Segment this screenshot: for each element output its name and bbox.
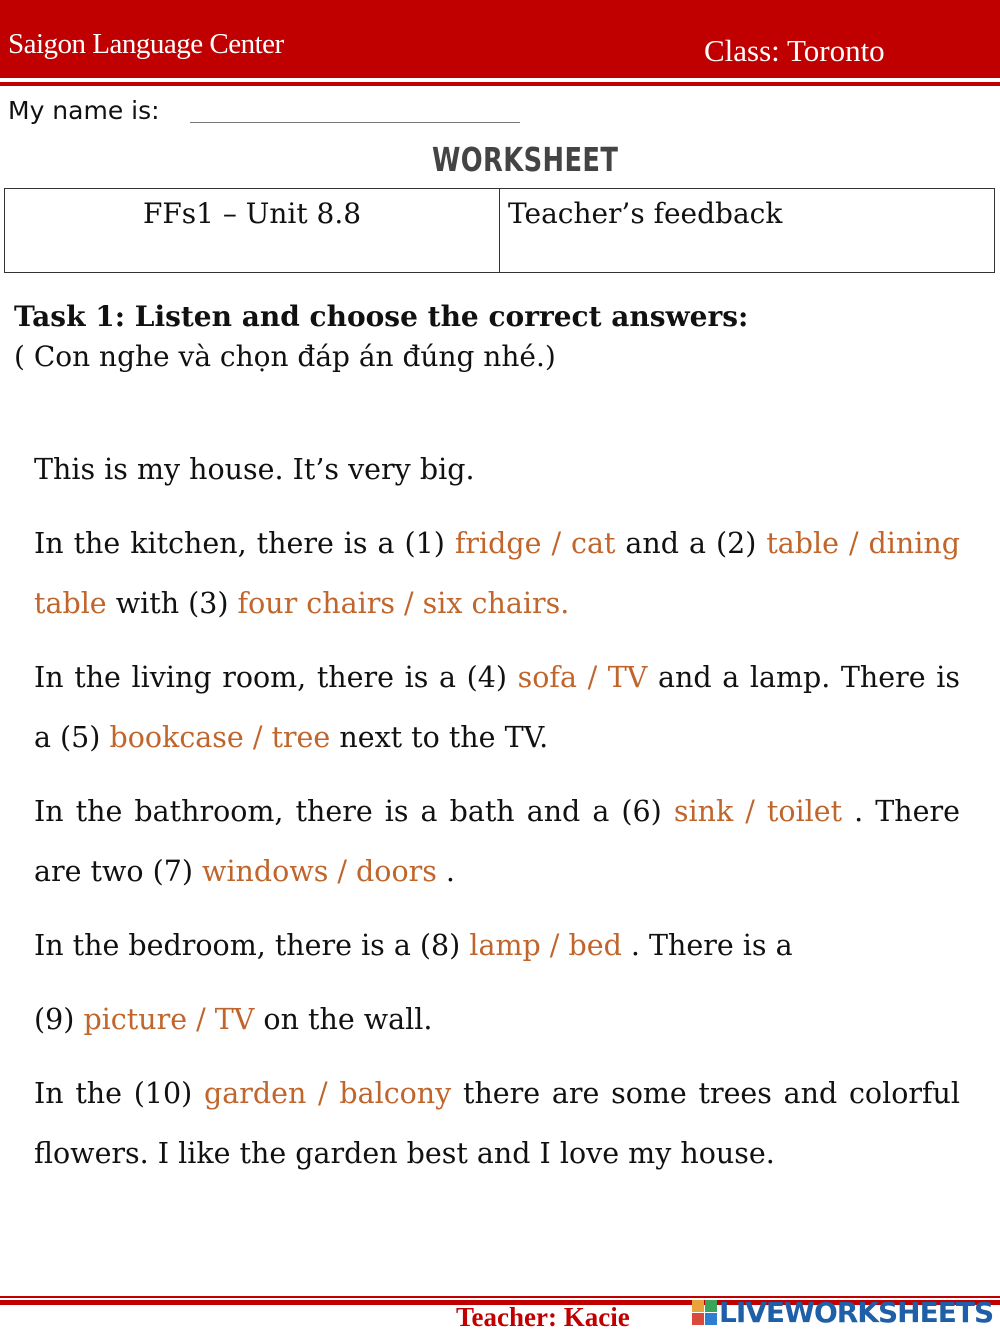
header-divider (0, 82, 1000, 86)
story-paragraph-3 (34, 648, 960, 768)
story-text-segment: . There is a (621, 929, 793, 962)
story-paragraph-1 (34, 440, 960, 500)
class-label: Class: Toronto (704, 33, 885, 68)
answer-choice-9[interactable]: picture / TV (83, 1003, 255, 1036)
story-text-segment: and a (2) (615, 527, 767, 560)
story-text-segment: and a lamp. There is a (5) (34, 661, 960, 754)
answer-choice-1[interactable]: fridge / cat (454, 527, 616, 560)
answer-choice-7[interactable]: windows / doors (202, 855, 437, 888)
story-text-segment: In the bedroom, there is a (8) (34, 929, 470, 962)
feedback-cell: Teacher’s feedback (508, 197, 783, 230)
liveworksheets-logo (692, 1296, 993, 1329)
story-text-segment: with (3) (106, 587, 238, 620)
story-text-segment: . There are two (7) (34, 795, 960, 888)
unit-cell: FFs1 – Unit 8.8 (5, 189, 500, 272)
answer-choice-3[interactable]: four chairs / six chairs. (237, 587, 570, 620)
worksheet-title: WORKSHEET (432, 140, 619, 179)
answer-choice-2[interactable]: table / dining table (34, 527, 960, 620)
task-title: Task 1: Listen and choose the correct answers: (14, 300, 749, 333)
story-text (34, 440, 960, 1198)
task-subtitle: ( Con nghe và chọn đáp án đúng nhé.) (14, 340, 556, 373)
answer-choice-4[interactable]: sofa / TV (517, 661, 648, 694)
story-paragraph-7 (34, 1064, 960, 1184)
liveworksheets-logo-icon (692, 1300, 717, 1325)
name-input[interactable] (190, 122, 520, 123)
center-name: Saigon Language Center (8, 28, 284, 60)
story-text-segment: This is my house. It’s very big. (34, 453, 475, 486)
story-text-segment: In the kitchen, there is a (1) (34, 527, 455, 560)
story-paragraph-5 (34, 916, 960, 976)
story-paragraph-6 (34, 990, 960, 1050)
liveworksheets-logo-text: LIVEWORKSHEETS (719, 1296, 994, 1329)
teacher-name: Teacher: Kacie (456, 1302, 630, 1332)
answer-choice-6[interactable]: sink / toilet (673, 795, 843, 828)
story-text-segment: next to the TV. (330, 721, 549, 754)
story-text-segment: on the wall. (254, 1003, 433, 1036)
story-text-segment: there are some trees and colorful flowers. I like the garden best and I love my house. (34, 1077, 960, 1170)
answer-choice-8[interactable]: lamp / bed (469, 929, 622, 962)
story-text-segment: In the living room, there is a (4) (34, 661, 518, 694)
story-paragraph-4 (34, 782, 960, 902)
answer-choice-5[interactable]: bookcase / tree (109, 721, 331, 754)
info-table (4, 188, 995, 273)
story-text-segment: (9) (34, 1003, 84, 1036)
answer-choice-10[interactable]: garden / balcony (203, 1077, 452, 1110)
story-text-segment: . (436, 855, 455, 888)
story-text-segment: In the bathroom, there is a bath and a (6) (34, 795, 674, 828)
header-band (0, 0, 1000, 78)
story-paragraph-2 (34, 514, 960, 634)
story-text-segment: In the (10) (34, 1077, 204, 1110)
name-label: My name is: (8, 96, 160, 125)
